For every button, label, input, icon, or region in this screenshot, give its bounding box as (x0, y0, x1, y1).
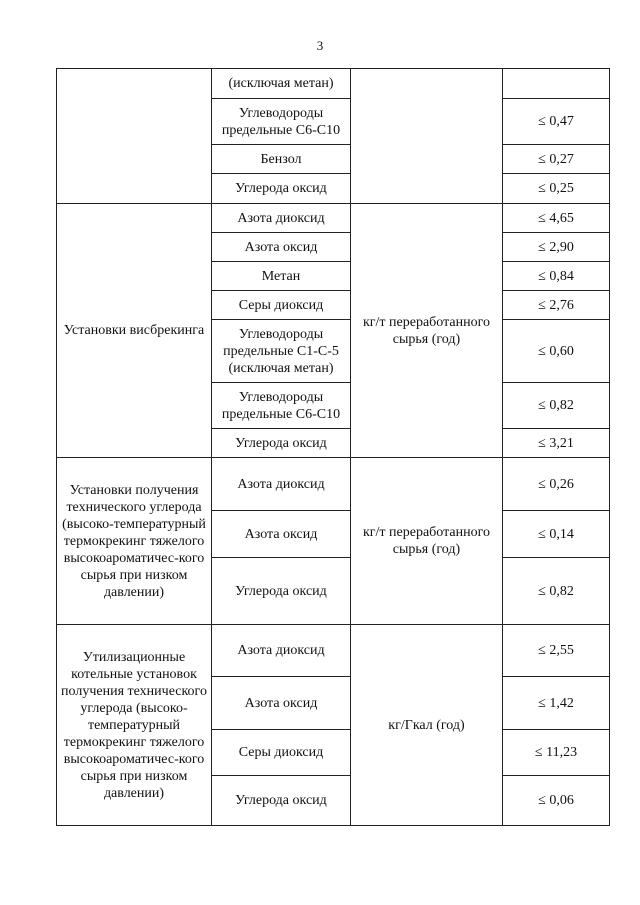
installation-cell (57, 69, 212, 204)
substance-cell: Азота оксид (212, 677, 351, 730)
unit-cell: кг/т переработанного сырья (год) (351, 458, 503, 625)
limit-cell: ≤ 0,47 (503, 99, 610, 145)
substance-cell: Углерода оксид (212, 558, 351, 625)
substance-cell: Метан (212, 262, 351, 291)
substance-cell: Бензол (212, 145, 351, 174)
limit-cell: ≤ 0,84 (503, 262, 610, 291)
limit-cell: ≤ 11,23 (503, 730, 610, 776)
substance-cell: Углеводороды предельные С6-С10 (212, 383, 351, 429)
substance-cell: Углеводороды предельные С6-С10 (212, 99, 351, 145)
unit-cell: кг/т переработанного сырья (год) (351, 204, 503, 458)
limit-cell: ≤ 0,25 (503, 174, 610, 204)
limit-cell: ≤ 0,60 (503, 320, 610, 383)
limit-cell: ≤ 3,21 (503, 429, 610, 458)
table-row (57, 458, 610, 511)
installation-cell: Утилизационные котельные установок получения технического углерода (высоко-температурный термокрекинг тяжелого высокоароматичес-кого сырья при низком давлении) (57, 625, 212, 826)
limit-cell: ≤ 2,55 (503, 625, 610, 677)
limit-cell: ≤ 0,82 (503, 383, 610, 429)
substance-cell: Углеводороды предельные С1-С-5 (исключая метан) (212, 320, 351, 383)
limit-cell: ≤ 0,27 (503, 145, 610, 174)
substance-cell: Азота оксид (212, 511, 351, 558)
substance-cell: Азота диоксид (212, 625, 351, 677)
substance-cell: Серы диоксид (212, 730, 351, 776)
limit-cell: ≤ 0,82 (503, 558, 610, 625)
limit-cell: ≤ 0,14 (503, 511, 610, 558)
limit-cell: ≤ 2,76 (503, 291, 610, 320)
installation-cell: Установки получения технического углерода (высоко-температурный термокрекинг тяжелого высокоароматичес-кого сырья при низком давлении) (57, 458, 212, 625)
substance-cell: Углерода оксид (212, 174, 351, 204)
unit-cell (351, 69, 503, 204)
installation-cell: Установки висбрекинга (57, 204, 212, 458)
substance-cell: Азота диоксид (212, 204, 351, 233)
substance-cell: (исключая метан) (212, 69, 351, 99)
limit-cell: ≤ 2,90 (503, 233, 610, 262)
limit-cell (503, 69, 610, 99)
page-number: 3 (316, 38, 324, 53)
substance-cell: Углерода оксид (212, 429, 351, 458)
substance-cell: Азота диоксид (212, 458, 351, 511)
unit-cell: кг/Гкал (год) (351, 625, 503, 826)
emission-limits-table (56, 68, 610, 826)
substance-cell: Углерода оксид (212, 776, 351, 826)
substance-cell: Серы диоксид (212, 291, 351, 320)
substance-cell: Азота оксид (212, 233, 351, 262)
table-row (57, 625, 610, 677)
limit-cell: ≤ 0,06 (503, 776, 610, 826)
table-row (57, 204, 610, 233)
limit-cell: ≤ 1,42 (503, 677, 610, 730)
limit-cell: ≤ 4,65 (503, 204, 610, 233)
limit-cell: ≤ 0,26 (503, 458, 610, 511)
table-row (57, 69, 610, 99)
